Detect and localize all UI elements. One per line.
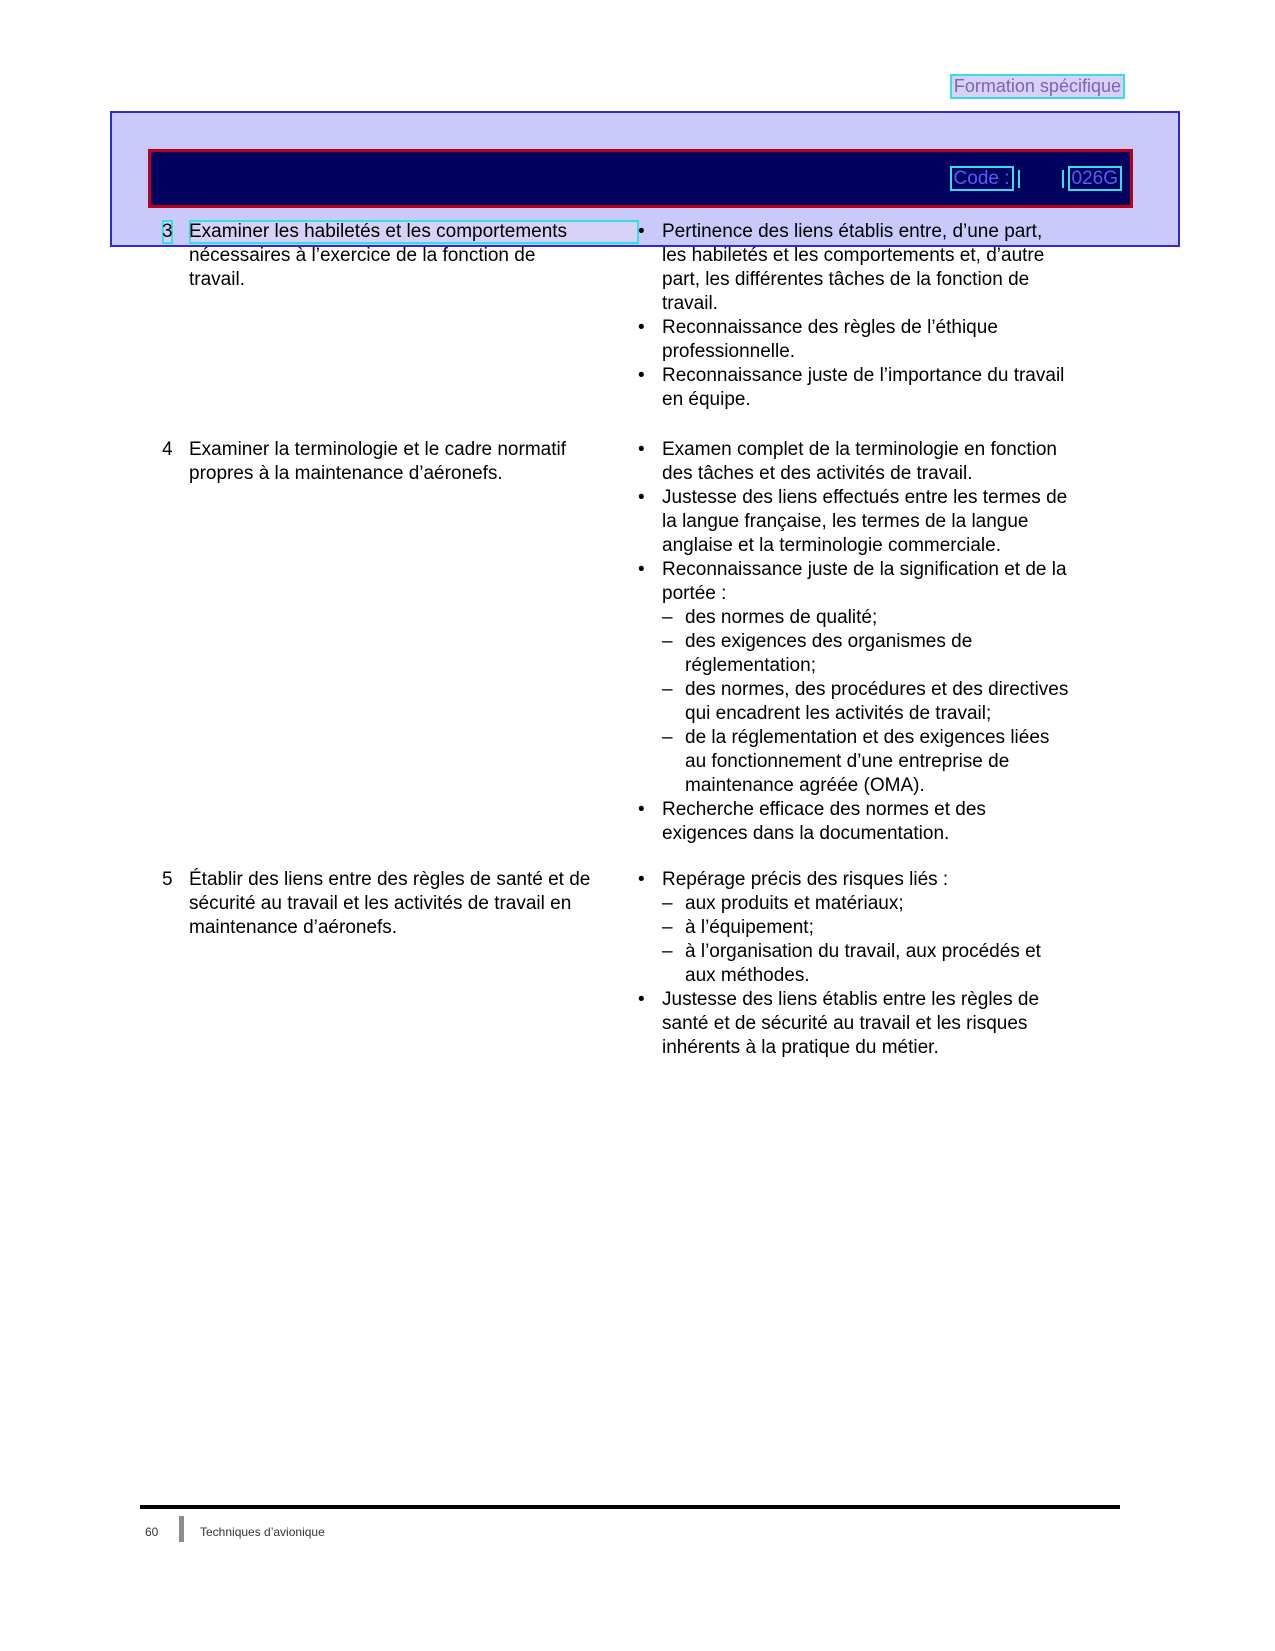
competency-number: 3 <box>162 221 173 242</box>
criterion-subitem <box>630 916 1130 940</box>
criterion-line: Recherche efficace des normes et des <box>662 799 986 820</box>
subitem-line: de la réglementation et des exigences liées <box>685 727 1050 748</box>
criterion-line: Justesse des liens effectués entre les termes de <box>662 487 1068 508</box>
subitem-line: à l’équipement; <box>685 917 814 938</box>
bullet-icon: • <box>638 487 645 508</box>
criterion-line: professionnelle. <box>662 341 796 362</box>
code-separator <box>1018 170 1064 188</box>
criterion <box>630 988 1130 1060</box>
competency-line: travail. <box>189 269 245 290</box>
criterion-subitem <box>630 940 1130 988</box>
page-number: 60 <box>145 1525 159 1540</box>
bullet-icon: • <box>638 799 645 820</box>
criterion-line: la langue française, les termes de la langue <box>662 511 1029 532</box>
criterion-subitem <box>630 678 1130 726</box>
title-bar <box>148 149 1133 208</box>
bullet-icon: • <box>638 439 645 460</box>
competency-line: nécessaires à l’exercice de la fonction de <box>189 245 536 266</box>
criterion-line: part, les différentes tâches de la fonction de <box>662 269 1030 290</box>
criterion-subitem <box>630 892 1130 916</box>
criterion-subitem <box>630 726 1130 798</box>
subitem-line: maintenance agréée (OMA). <box>685 775 925 796</box>
page-footer <box>145 1520 325 1546</box>
subitem-line: aux produits et matériaux; <box>685 893 904 914</box>
footer-rule <box>140 1505 1120 1509</box>
criterion-line: Reconnaissance juste de l’importance du travail <box>662 365 1065 386</box>
criterion-line: portée : <box>662 583 727 604</box>
criteria-list-5 <box>630 868 1130 1060</box>
criterion-line: inhérents à la pratique du métier. <box>662 1037 939 1058</box>
bullet-icon: • <box>638 869 645 890</box>
criterion-line: Justesse des liens établis entre les règles de <box>662 989 1040 1010</box>
competency-line: Examiner la terminologie et le cadre normatif <box>189 439 567 460</box>
dash-icon: – <box>662 893 673 914</box>
criterion <box>630 868 1130 892</box>
bullet-icon: • <box>638 559 645 580</box>
bullet-icon: • <box>638 989 645 1010</box>
criterion-line: exigences dans la documentation. <box>662 823 950 844</box>
code-value: 026G <box>1068 166 1122 191</box>
dash-icon: – <box>662 607 673 628</box>
subitem-line: des normes de qualité; <box>685 607 878 628</box>
criterion <box>630 798 1130 846</box>
subitem-line: aux méthodes. <box>685 965 810 986</box>
bullet-icon: • <box>638 221 645 242</box>
competency-line: Examiner les habiletés et les comportements <box>189 220 639 244</box>
subitem-line: des exigences des organismes de <box>685 631 973 652</box>
subitem-line: réglementation; <box>685 655 816 676</box>
competency-text <box>189 868 639 940</box>
criterion-line: santé et de sécurité au travail et les risques <box>662 1013 1028 1034</box>
dash-icon: – <box>662 941 673 962</box>
criterion-line: Pertinence des liens établis entre, d’une part, <box>662 221 1043 242</box>
criterion-line: Repérage précis des risques liés : <box>662 869 949 890</box>
subitem-line: à l’organisation du travail, aux procédés et <box>685 941 1041 962</box>
criterion-line: Reconnaissance juste de la signification et de la <box>662 559 1067 580</box>
criterion <box>630 220 1130 316</box>
program-name: Techniques d’avionique <box>200 1525 325 1540</box>
code-line <box>950 168 1122 190</box>
competency-line: Établir des liens entre des règles de santé et de <box>189 869 591 890</box>
criterion-subitem <box>630 630 1130 678</box>
subitem-line: qui encadrent les activités de travail; <box>685 703 992 724</box>
criteria-list-3 <box>630 220 1130 412</box>
criterion <box>630 486 1130 558</box>
competency-text <box>189 220 639 292</box>
competency-number: 4 <box>162 439 173 460</box>
criterion-line: en équipe. <box>662 389 751 410</box>
competency-text <box>189 438 639 486</box>
dash-icon: – <box>662 631 673 652</box>
criterion <box>630 558 1130 606</box>
criterion-line: anglaise et la terminologie commerciale. <box>662 535 1001 556</box>
competency-line: maintenance d’aéronefs. <box>189 917 398 938</box>
footer-separator <box>179 1516 184 1542</box>
criterion <box>630 316 1130 364</box>
code-label: Code : <box>950 166 1014 191</box>
criterion-line: des tâches et des activités de travail. <box>662 463 973 484</box>
subitem-line: au fonctionnement d’une entreprise de <box>685 751 1010 772</box>
criterion-line: les habiletés et les comportements et, d’autre <box>662 245 1045 266</box>
dash-icon: – <box>662 679 673 700</box>
criterion-line: Examen complet de la terminologie en fonction <box>662 439 1058 460</box>
subitem-line: des normes, des procédures et des directives <box>685 679 1069 700</box>
competency-line: sécurité au travail et les activités de travail en <box>189 893 572 914</box>
competency-line: propres à la maintenance d’aéronefs. <box>189 463 503 484</box>
competency-number: 5 <box>162 869 173 890</box>
criterion <box>630 364 1130 412</box>
criterion-line: travail. <box>662 293 718 314</box>
dash-icon: – <box>662 917 673 938</box>
criteria-list-4 <box>630 438 1130 846</box>
running-header: Formation spécifique <box>950 74 1125 99</box>
criterion <box>630 438 1130 486</box>
criterion-subitem <box>630 606 1130 630</box>
bullet-icon: • <box>638 317 645 338</box>
criterion-line: Reconnaissance des règles de l’éthique <box>662 317 998 338</box>
dash-icon: – <box>662 727 673 748</box>
bullet-icon: • <box>638 365 645 386</box>
